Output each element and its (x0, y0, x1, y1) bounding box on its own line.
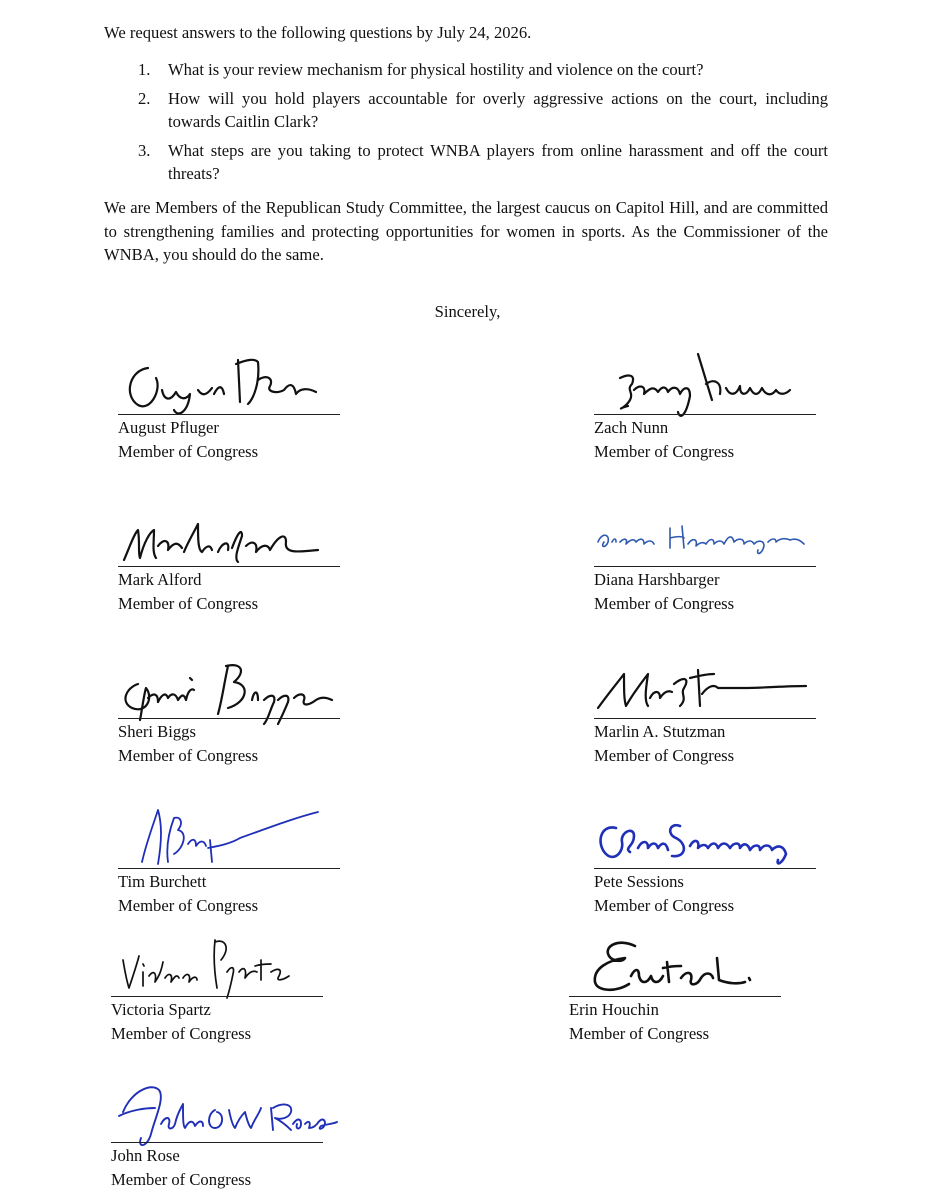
question-text: How will you hold players accountable for overly aggressive actions on the court, including towards Caitlin Clark? (168, 88, 828, 131)
signature-line (118, 868, 340, 869)
question-number: 3. (138, 140, 151, 160)
signature-rose (111, 1078, 341, 1148)
signature-line (118, 414, 340, 415)
question-item (104, 139, 828, 186)
signatory-title: Member of Congress (118, 594, 259, 613)
signatory-name: August Pfluger (118, 418, 219, 437)
signature-alford (118, 502, 348, 572)
signature-sessions (594, 804, 824, 874)
signatory-name: Victoria Spartz (111, 1000, 211, 1019)
signatory-title: Member of Congress (594, 746, 735, 765)
signature-nunn (594, 350, 824, 420)
signatory-title: Member of Congress (111, 1170, 252, 1189)
signature-line (594, 414, 816, 415)
signatory-title: Member of Congress (594, 594, 735, 613)
signatory-name: Diana Harshbarger (594, 570, 720, 589)
question-number: 2. (138, 88, 151, 108)
signature-line (594, 868, 816, 869)
question-text: What steps are you taking to protect WNBA players from online harassment and off the court threats? (168, 140, 828, 183)
signature-line (118, 718, 340, 719)
questions-list (104, 58, 828, 191)
signatory-title: Member of Congress (118, 746, 259, 765)
signature-line (594, 566, 816, 567)
signature-biggs (118, 654, 348, 724)
closing-paragraph: We are Members of the Republican Study Committee, the largest caucus on Capitol Hill, and are committed to strengthening families and protecting opportunities for women in sports. As the Commissioner of the WNBA, you should do the same. (104, 198, 828, 264)
signature-pfluger (118, 350, 348, 420)
signatory-title: Member of Congress (118, 442, 259, 461)
signature-line (569, 996, 781, 997)
signatory-name: Pete Sessions (594, 872, 684, 891)
signatory-title: Member of Congress (594, 442, 735, 461)
signatory-title: Member of Congress (569, 1024, 710, 1043)
signatory-name: Erin Houchin (569, 1000, 659, 1019)
signatory-name: Zach Nunn (594, 418, 669, 437)
signatory-title: Member of Congress (118, 896, 259, 915)
signature-line (111, 996, 323, 997)
signature-houchin (569, 932, 799, 1002)
signatory-name: Tim Burchett (118, 872, 207, 891)
signatory-name: Sheri Biggs (118, 722, 196, 741)
signatory-name: Marlin A. Stutzman (594, 722, 726, 741)
question-item (104, 58, 828, 82)
question-text: What is your review mechanism for physical hostility and violence on the court? (168, 60, 704, 79)
signature-stutzman (594, 654, 824, 724)
question-item (104, 87, 828, 134)
intro-paragraph: We request answers to the following questions by July 24, 2026. (104, 23, 532, 42)
signature-line (118, 566, 340, 567)
question-number: 1. (138, 60, 151, 79)
signature-harshbarger (594, 502, 824, 572)
signature-line (594, 718, 816, 719)
signatory-name: Mark Alford (118, 570, 202, 589)
signatory-title: Member of Congress (111, 1024, 252, 1043)
sign-off: Sincerely, (434, 302, 501, 321)
signature-spartz (111, 932, 341, 1002)
signatory-name: John Rose (111, 1146, 180, 1165)
signatory-title: Member of Congress (594, 896, 735, 915)
signature-line (111, 1142, 323, 1143)
signature-burchett (118, 804, 348, 874)
